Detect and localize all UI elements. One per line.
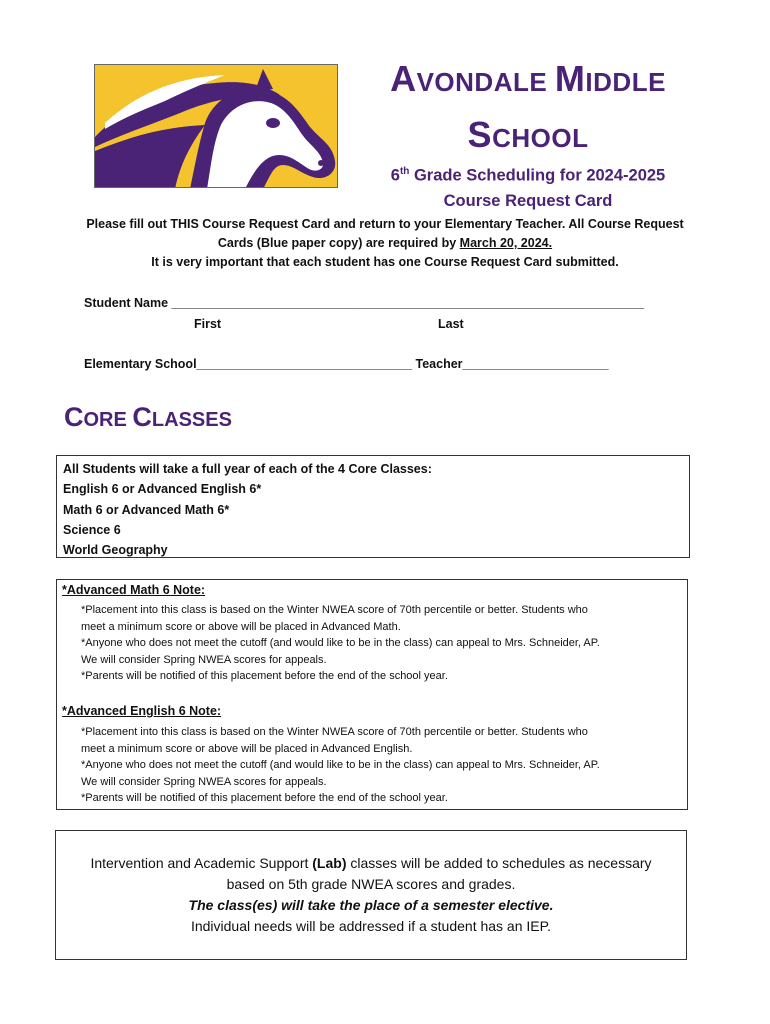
instructions bbox=[40, 215, 730, 272]
grade-scheduling-title: 6th Grade Scheduling for 2024-2025 bbox=[390, 166, 666, 185]
instructions-line3: It is very important that each student has one Course Request Card submitted. bbox=[151, 255, 619, 269]
instructions-line1: Please fill out THIS Course Request Card and return to your Elementary Teacher. All Course Request bbox=[86, 217, 684, 231]
school-logo bbox=[94, 64, 338, 188]
note-line: We will consider Spring NWEA scores for appeals. bbox=[81, 775, 327, 788]
school-title-line1: AVONDALE MIDDLE bbox=[390, 58, 666, 99]
note-line: We will consider Spring NWEA scores for appeals. bbox=[81, 653, 327, 666]
advanced-english-note-lines bbox=[81, 724, 681, 807]
school-title-line2: SCHOOL bbox=[467, 114, 589, 155]
advanced-english-note-title: *Advanced English 6 Note: bbox=[62, 704, 222, 718]
support-line4: Individual needs will be addressed if a student has an IEP. bbox=[190, 918, 552, 934]
note-line: *Anyone who does not meet the cutoff (and would like to be in the class) can appeal to Mrs. Schneider, AP. bbox=[81, 637, 600, 650]
due-date: March 20, 2024. bbox=[459, 236, 553, 250]
note-line: meet a minimum score or above will be placed in Advanced Math. bbox=[81, 620, 401, 633]
support-line3: The class(es) will take the place of a semester elective. bbox=[188, 897, 554, 913]
note-line: *Placement into this class is based on the Winter NWEA score of 70th percentile or better. Students who bbox=[81, 604, 588, 616]
support-line1: Intervention and Academic Support (Lab) classes will be added to schedules as necessary bbox=[90, 855, 652, 871]
student-name-field[interactable]: Student Name ____________________________________________________________________ bbox=[84, 296, 645, 310]
elementary-school-teacher-field[interactable]: Elementary School_______________________________ Teacher_____________________ bbox=[84, 357, 609, 371]
note-line: meet a minimum score or above will be placed in Advanced English. bbox=[81, 742, 413, 755]
first-name-label: First bbox=[194, 317, 222, 331]
core-classes-heading: CORE CLASSES bbox=[64, 402, 232, 432]
advanced-math-note-lines bbox=[81, 602, 681, 685]
note-line: *Parents will be notified of this placement before the end of the school year. bbox=[81, 670, 448, 683]
note-line: *Placement into this class is based on the Winter NWEA score of 70th percentile or better. Students who bbox=[81, 726, 588, 738]
advanced-notes-box bbox=[56, 579, 688, 810]
core-line: All Students will take a full year of each of the 4 Core Classes: bbox=[63, 462, 432, 476]
instructions-line2: Cards (Blue paper copy) are required by March 20, 2024. bbox=[217, 236, 553, 250]
advanced-math-note-title: *Advanced Math 6 Note: bbox=[62, 583, 206, 597]
core-line: Math 6 or Advanced Math 6* bbox=[63, 502, 230, 517]
core-line: World Geography bbox=[63, 543, 168, 558]
mustang-head-logo-icon bbox=[95, 65, 338, 188]
course-request-card-title: Course Request Card bbox=[443, 192, 613, 210]
last-name-label: Last bbox=[438, 317, 464, 331]
core-line: English 6 or Advanced English 6* bbox=[63, 482, 262, 497]
core-classes-box bbox=[56, 455, 690, 558]
support-line2: based on 5th grade NWEA scores and grades. bbox=[226, 876, 516, 892]
note-line: *Anyone who does not meet the cutoff (and would like to be in the class) can appeal to Mrs. Schneider, AP. bbox=[81, 759, 600, 772]
core-line: Science 6 bbox=[63, 522, 121, 537]
academic-support-box bbox=[55, 830, 687, 960]
note-line: *Parents will be notified of this placement before the end of the school year. bbox=[81, 792, 448, 805]
